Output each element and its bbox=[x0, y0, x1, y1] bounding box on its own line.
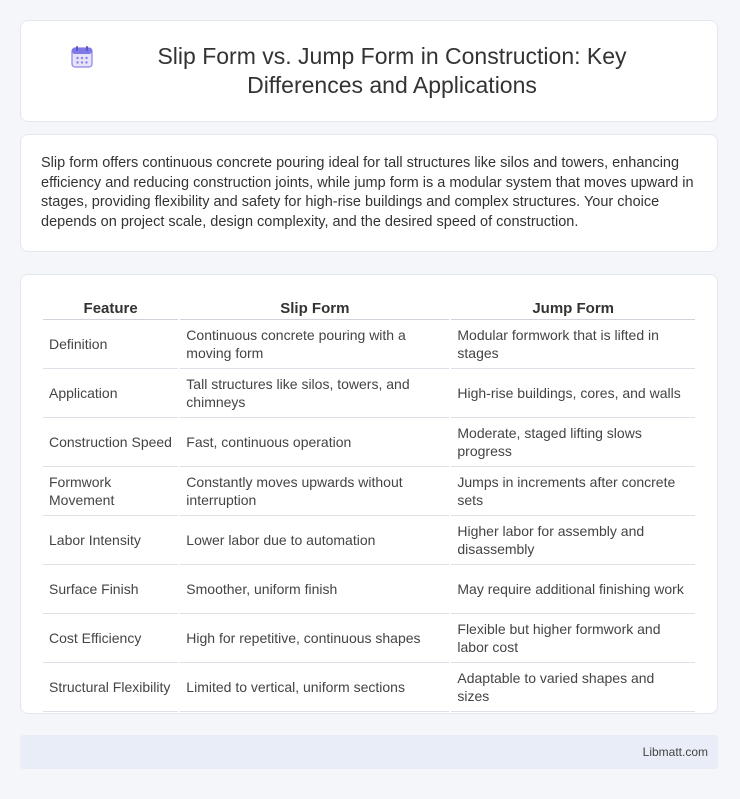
table-row bbox=[43, 369, 695, 418]
slip-form-cell: Continuous concrete pouring with a moving form bbox=[180, 320, 449, 369]
title-wrap bbox=[69, 42, 669, 100]
slip-form-cell: Tall structures like silos, towers, and chimneys bbox=[180, 369, 449, 418]
jump-form-cell: Modular formwork that is lifted in stages bbox=[451, 320, 695, 369]
summary-text: Slip form offers continuous concrete pouring ideal for tall structures like silos and towers, enhancing efficiency and reducing construction joints, while jump form is a modular system that moves upward in stages, providing flexibility and safety for high-rise buildings and complex structures. Your choice depends on project scale, design complexity, and the desired speed of construction. bbox=[41, 155, 694, 230]
jump-form-cell: Moderate, staged lifting slows progress bbox=[451, 418, 695, 467]
feature-cell: Application bbox=[43, 369, 178, 418]
slip-form-cell: Limited to vertical, uniform sections bbox=[180, 663, 449, 712]
feature-cell: Construction Speed bbox=[43, 418, 178, 467]
table-row bbox=[43, 320, 695, 369]
feature-cell: Definition bbox=[43, 320, 178, 369]
table-header-row bbox=[43, 295, 695, 320]
title-card bbox=[20, 20, 718, 122]
footer bbox=[20, 735, 718, 769]
comparison-table bbox=[41, 295, 697, 712]
header-feature: Feature bbox=[43, 295, 178, 320]
jump-form-cell: Adaptable to varied shapes and sizes bbox=[451, 663, 695, 712]
slip-form-cell: Constantly moves upwards without interruption bbox=[180, 467, 449, 516]
jump-form-cell: Flexible but higher formwork and labor cost bbox=[451, 614, 695, 663]
jump-form-cell: May require additional finishing work bbox=[451, 565, 695, 614]
calendar-icon bbox=[69, 44, 95, 70]
slip-form-cell: High for repetitive, continuous shapes bbox=[180, 614, 449, 663]
feature-cell: Cost Efficiency bbox=[43, 614, 178, 663]
feature-cell: Labor Intensity bbox=[43, 516, 178, 565]
slip-form-cell: Smoother, uniform finish bbox=[180, 565, 449, 614]
summary-card bbox=[20, 134, 718, 252]
header-jump-form: Jump Form bbox=[451, 295, 695, 320]
page-title: Slip Form vs. Jump Form in Construction: Key Differences and Applications bbox=[157, 43, 627, 98]
slip-form-cell: Fast, continuous operation bbox=[180, 418, 449, 467]
table-row bbox=[43, 565, 695, 614]
footer-brand: Libmatt.com bbox=[642, 745, 708, 759]
jump-form-cell: Higher labor for assembly and disassembly bbox=[451, 516, 695, 565]
table-row bbox=[43, 614, 695, 663]
comparison-table-card bbox=[20, 274, 718, 714]
table-row bbox=[43, 516, 695, 565]
header-slip-form: Slip Form bbox=[180, 295, 449, 320]
feature-cell: Surface Finish bbox=[43, 565, 178, 614]
jump-form-cell: High-rise buildings, cores, and walls bbox=[451, 369, 695, 418]
feature-cell: Structural Flexibility bbox=[43, 663, 178, 712]
table-row bbox=[43, 467, 695, 516]
slip-form-cell: Lower labor due to automation bbox=[180, 516, 449, 565]
table-row bbox=[43, 663, 695, 712]
jump-form-cell: Jumps in increments after concrete sets bbox=[451, 467, 695, 516]
feature-cell: Formwork Movement bbox=[43, 467, 178, 516]
table-row bbox=[43, 418, 695, 467]
